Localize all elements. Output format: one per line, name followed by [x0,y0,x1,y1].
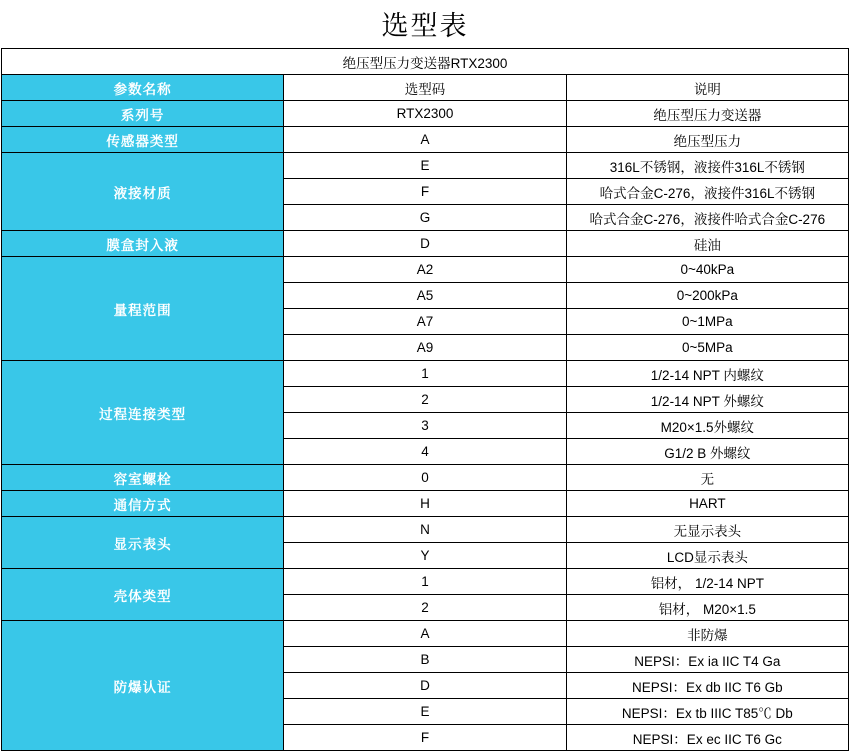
row-description: 0~5MPa [566,335,848,361]
row-code: 2 [284,595,566,621]
page-title: 选型表 [381,11,469,41]
row-code: D [284,231,566,257]
table-row [2,231,849,257]
table-row [2,517,849,543]
row-category: 通信方式 [2,491,284,517]
column-header-code: 选型码 [284,75,566,101]
row-description: 无显示表头 [566,517,848,543]
row-description: M20×1.5外螺纹 [566,413,848,439]
row-description: G1/2 B 外螺纹 [566,439,848,465]
row-code: D [284,673,566,699]
table-row [2,153,849,179]
row-code: A7 [284,309,566,335]
row-description: 铝材， M20×1.5 [566,595,848,621]
column-header-category: 参数名称 [2,75,284,101]
table-subtitle-row [2,49,849,75]
row-description: 铝材， 1/2-14 NPT [566,569,848,595]
table-subtitle: 绝压型压力变送器RTX2300 [2,49,849,75]
row-category: 容室螺栓 [2,465,284,491]
table-row [2,491,849,517]
row-code: A [284,127,566,153]
table-header-row [2,75,849,101]
row-code: G [284,205,566,231]
row-category: 过程连接类型 [2,361,284,465]
row-code: A [284,621,566,647]
row-description: 0~1MPa [566,309,848,335]
table-row [2,465,849,491]
row-code: RTX2300 [284,101,566,127]
row-description: 1/2-14 NPT 外螺纹 [566,387,848,413]
row-code: A2 [284,257,566,283]
row-code: A9 [284,335,566,361]
row-category: 传感器类型 [2,127,284,153]
table-row [2,621,849,647]
row-description: 硅油 [566,231,848,257]
row-code: Y [284,543,566,569]
row-category: 液接材质 [2,153,284,231]
row-description: NEPSI：Ex db IIC T6 Gb [566,673,848,699]
row-description: LCD显示表头 [566,543,848,569]
row-description: 0~40kPa [566,257,848,283]
row-code: E [284,699,566,725]
row-description: 哈式合金C-276，液接件316L不锈钢 [566,179,848,205]
row-code: E [284,153,566,179]
row-category: 防爆认证 [2,621,284,751]
row-code: 4 [284,439,566,465]
row-code: 0 [284,465,566,491]
row-description: 绝压型压力变送器 [566,101,848,127]
row-description: 绝压型压力 [566,127,848,153]
selection-table-body [2,49,849,751]
row-code: A5 [284,283,566,309]
row-description: 1/2-14 NPT 内螺纹 [566,361,848,387]
row-category: 系列号 [2,101,284,127]
row-description: 哈式合金C-276，液接件哈式合金C-276 [566,205,848,231]
row-description: HART [566,491,848,517]
column-header-description: 说明 [566,75,848,101]
table-row [2,569,849,595]
row-code: H [284,491,566,517]
row-category: 膜盒封入液 [2,231,284,257]
row-category: 显示表头 [2,517,284,569]
row-code: 1 [284,361,566,387]
row-code: N [284,517,566,543]
row-description: NEPSI：Ex ec IIC T6 Gc [566,725,848,751]
row-description: 0~200kPa [566,283,848,309]
table-row [2,101,849,127]
row-code: F [284,179,566,205]
row-code: F [284,725,566,751]
row-code: B [284,647,566,673]
table-row [2,127,849,153]
row-description: 316L不锈钢，液接件316L不锈钢 [566,153,848,179]
row-description: 无 [566,465,848,491]
row-description: NEPSI：Ex ia IIC T4 Ga [566,647,848,673]
table-row [2,257,849,283]
row-description: 非防爆 [566,621,848,647]
row-code: 2 [284,387,566,413]
row-category: 壳体类型 [2,569,284,621]
table-row [2,361,849,387]
selection-table [1,48,849,751]
row-code: 3 [284,413,566,439]
row-category: 量程范围 [2,257,284,361]
row-description: NEPSI：Ex tb IIIC T85℃ Db [566,699,848,725]
row-code: 1 [284,569,566,595]
